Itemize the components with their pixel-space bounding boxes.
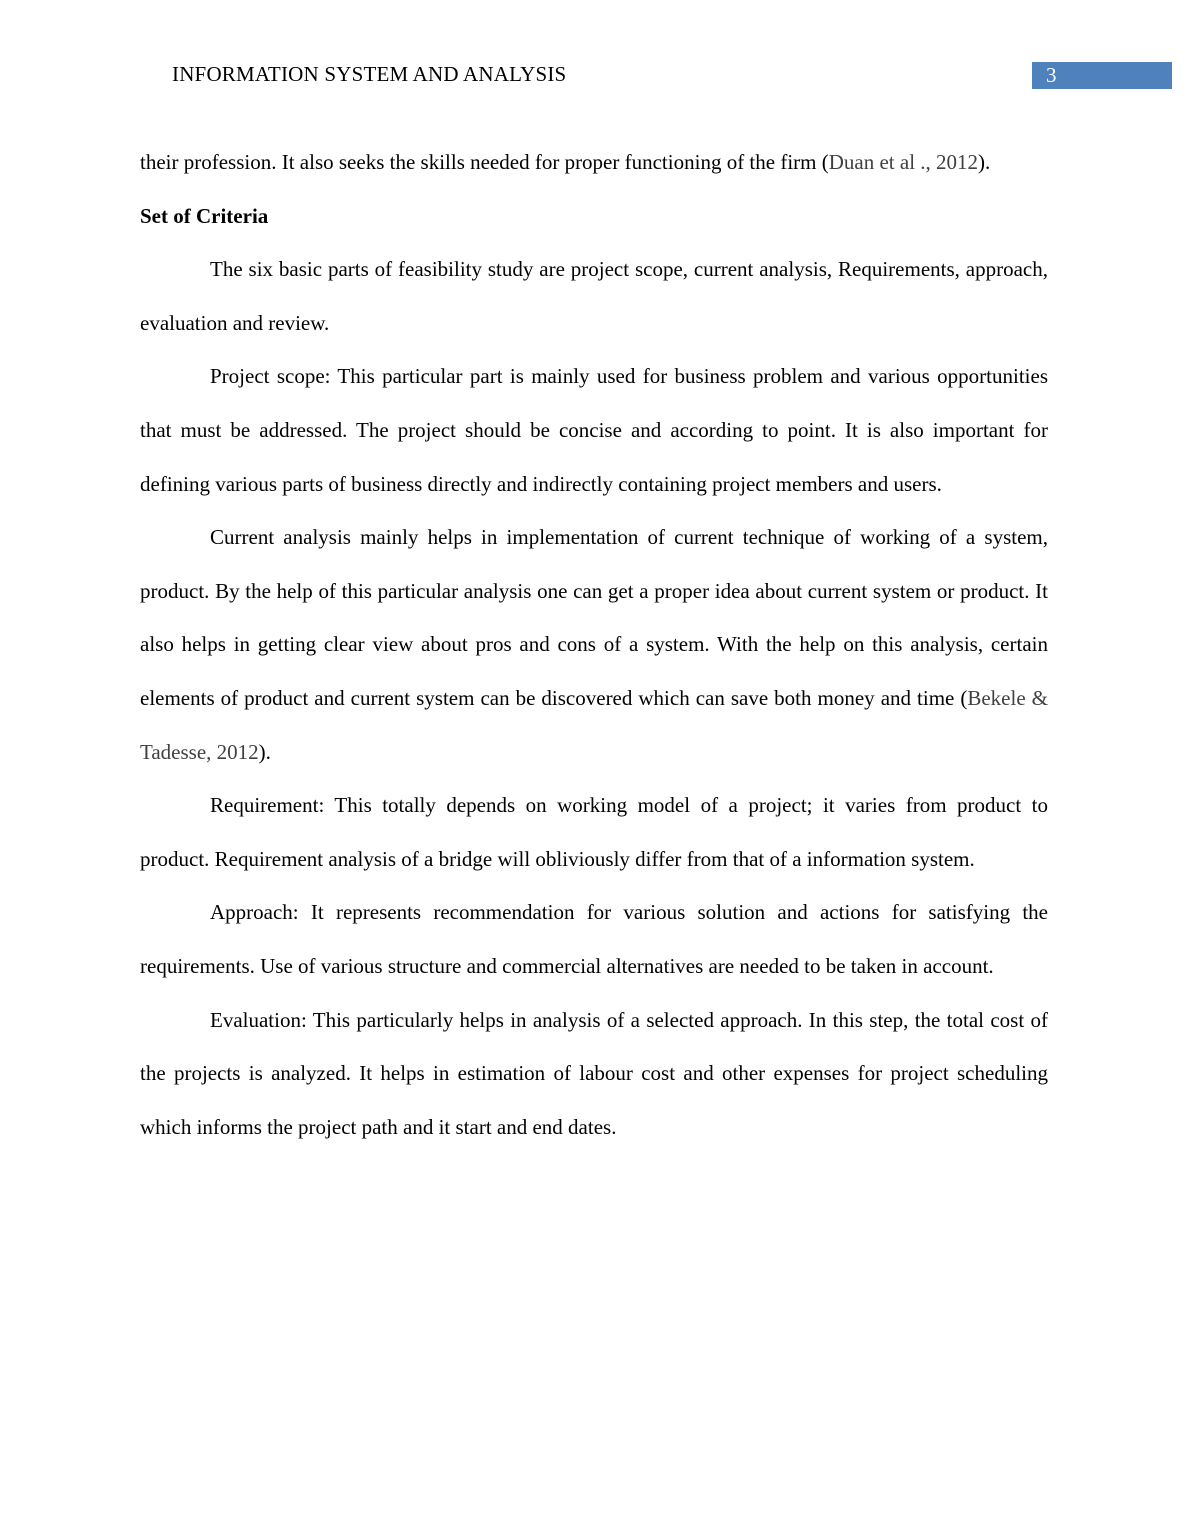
page-number-box [1032,62,1172,89]
running-header: INFORMATION SYSTEM AND ANALYSIS [172,62,567,86]
paragraph-end: ). [978,150,991,174]
paragraph-continued [140,136,1048,190]
paragraph-text: Current analysis mainly helps in implementation of current technique of working of a system, product. By the help of this particular analysis one can get a proper idea about current system or product. It also helps in getting clear view about pros and cons of a system. With the help on this analysis, certain elements of product and current system can be discovered which can save both money and time ( [140,525,1048,710]
paragraph-intro: The six basic parts of feasibility study are project scope, current analysis, Requirements, approach, evaluation and review. [140,257,1048,335]
paragraph-evaluation: Evaluation: This particularly helps in analysis of a selected approach. In this step, the total cost of the projects is analyzed. It helps in estimation of labour cost and other expenses for project scheduling which informs the project path and it start and end dates. [140,1007,1048,1139]
citation: Bekele & Tadesse, 2012 [140,685,1049,764]
page-number: 3 [1046,63,1057,87]
section-heading: Set of Criteria [140,203,269,228]
citation: Duan et al ., 2012 [828,150,979,174]
paragraph-end: ). [258,739,271,764]
document-body [140,136,1048,1154]
paragraph-current-analysis [140,511,1048,779]
paragraph-approach: Approach: It represents recommendation for various solution and actions for satisfying the requirements. Use of various structure and commercial alternatives are needed to be taken in account. [140,900,1048,978]
paragraph-text: their profession. It also seeks the skills needed for proper functioning of the firm ( [140,150,829,174]
paragraph-project-scope: Project scope: This particular part is mainly used for business problem and various opportunities that must be addressed. The project should be concise and according to point. It is also important for defining various parts of business directly and indirectly containing project members and users. [140,364,1048,496]
paragraph-requirement: Requirement: This totally depends on working model of a project; it varies from product to product. Requirement analysis of a bridge will obliviously differ from that of a information system. [140,793,1048,871]
